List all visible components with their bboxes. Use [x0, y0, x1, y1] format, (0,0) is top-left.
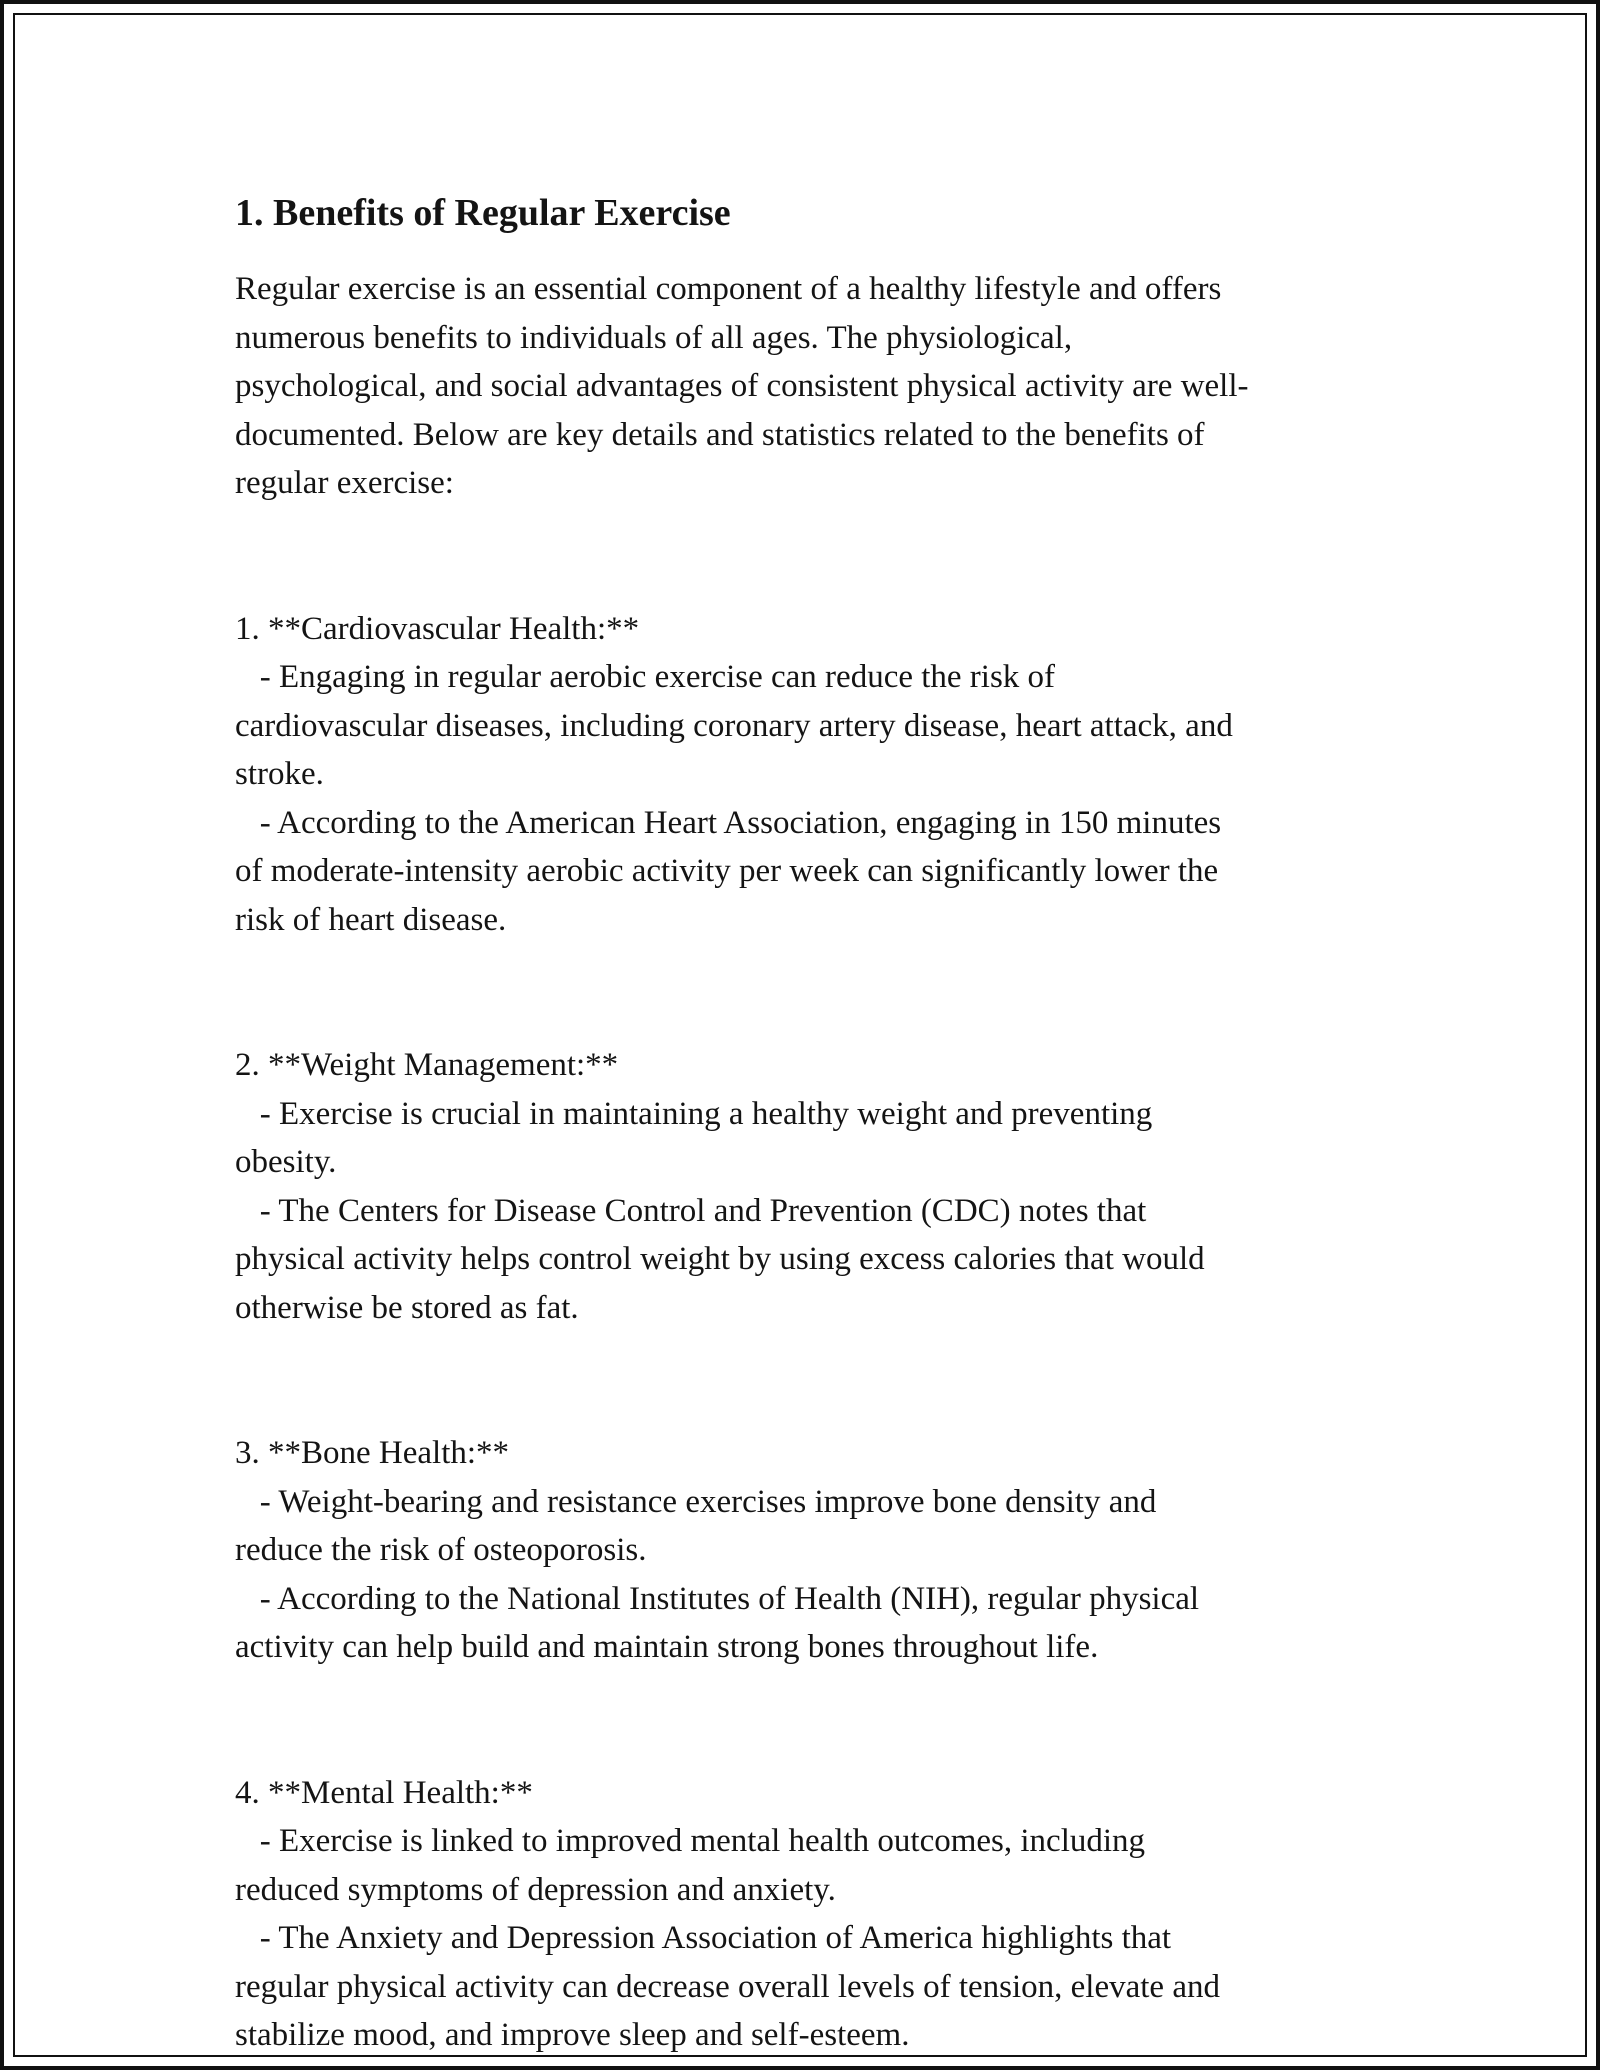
document-body — [235, 185, 1365, 2060]
section-title: 1. Benefits of Regular Exercise — [235, 192, 731, 234]
intro-paragraph: Regular exercise is an essential component of a healthy lifestyle and offers numerous benefits to individuals of all ages. The physiological, psychological, and social advantages of consistent physical activity are well- documented. Below are key details and statistics related to the benefits of regular exercise: — [235, 271, 1249, 501]
section-point: - The Centers for Disease Control and Prevention (CDC) notes that physical activity helps control weight by using excess calories that would otherwise be stored as fat. — [235, 1192, 1205, 1326]
section-heading-bone: 3. **Bone Health:** — [235, 1435, 510, 1471]
section-point: - Engaging in regular aerobic exercise can reduce the risk of cardiovascular diseases, including coronary artery disease, heart attack, and stroke. — [235, 659, 1233, 792]
section-heading-weight: 2. **Weight Management:** — [235, 1047, 619, 1083]
document-text — [235, 265, 1365, 2060]
section-point: - According to the American Heart Association, engaging in 150 minutes of moderate-intensity aerobic activity per week can significantly lower the risk of heart disease. — [235, 804, 1222, 938]
section-point: - According to the National Institutes of Health (NIH), regular physical activity can help build and maintain strong bones throughout life. — [235, 1580, 1200, 1665]
section-point: - The Anxiety and Depression Association of America highlights that regular physical activity can decrease overall levels of tension, elevate and stabilize mood, and improve sleep and self-esteem. — [235, 1920, 1220, 2053]
section-heading-mental: 4. **Mental Health:** — [235, 1774, 533, 1811]
section-heading-cardiovascular: 1. **Cardiovascular Health:** — [235, 610, 640, 647]
section-point: - Exercise is crucial in maintaining a healthy weight and preventing obesity. — [235, 1095, 1153, 1180]
section-point: - Weight-bearing and resistance exercises improve bone density and reduce the risk of osteoporosis. — [235, 1483, 1157, 1568]
section-point: - Exercise is linked to improved mental health outcomes, including reduced symptoms of depression and anxiety. — [235, 1823, 1146, 1908]
